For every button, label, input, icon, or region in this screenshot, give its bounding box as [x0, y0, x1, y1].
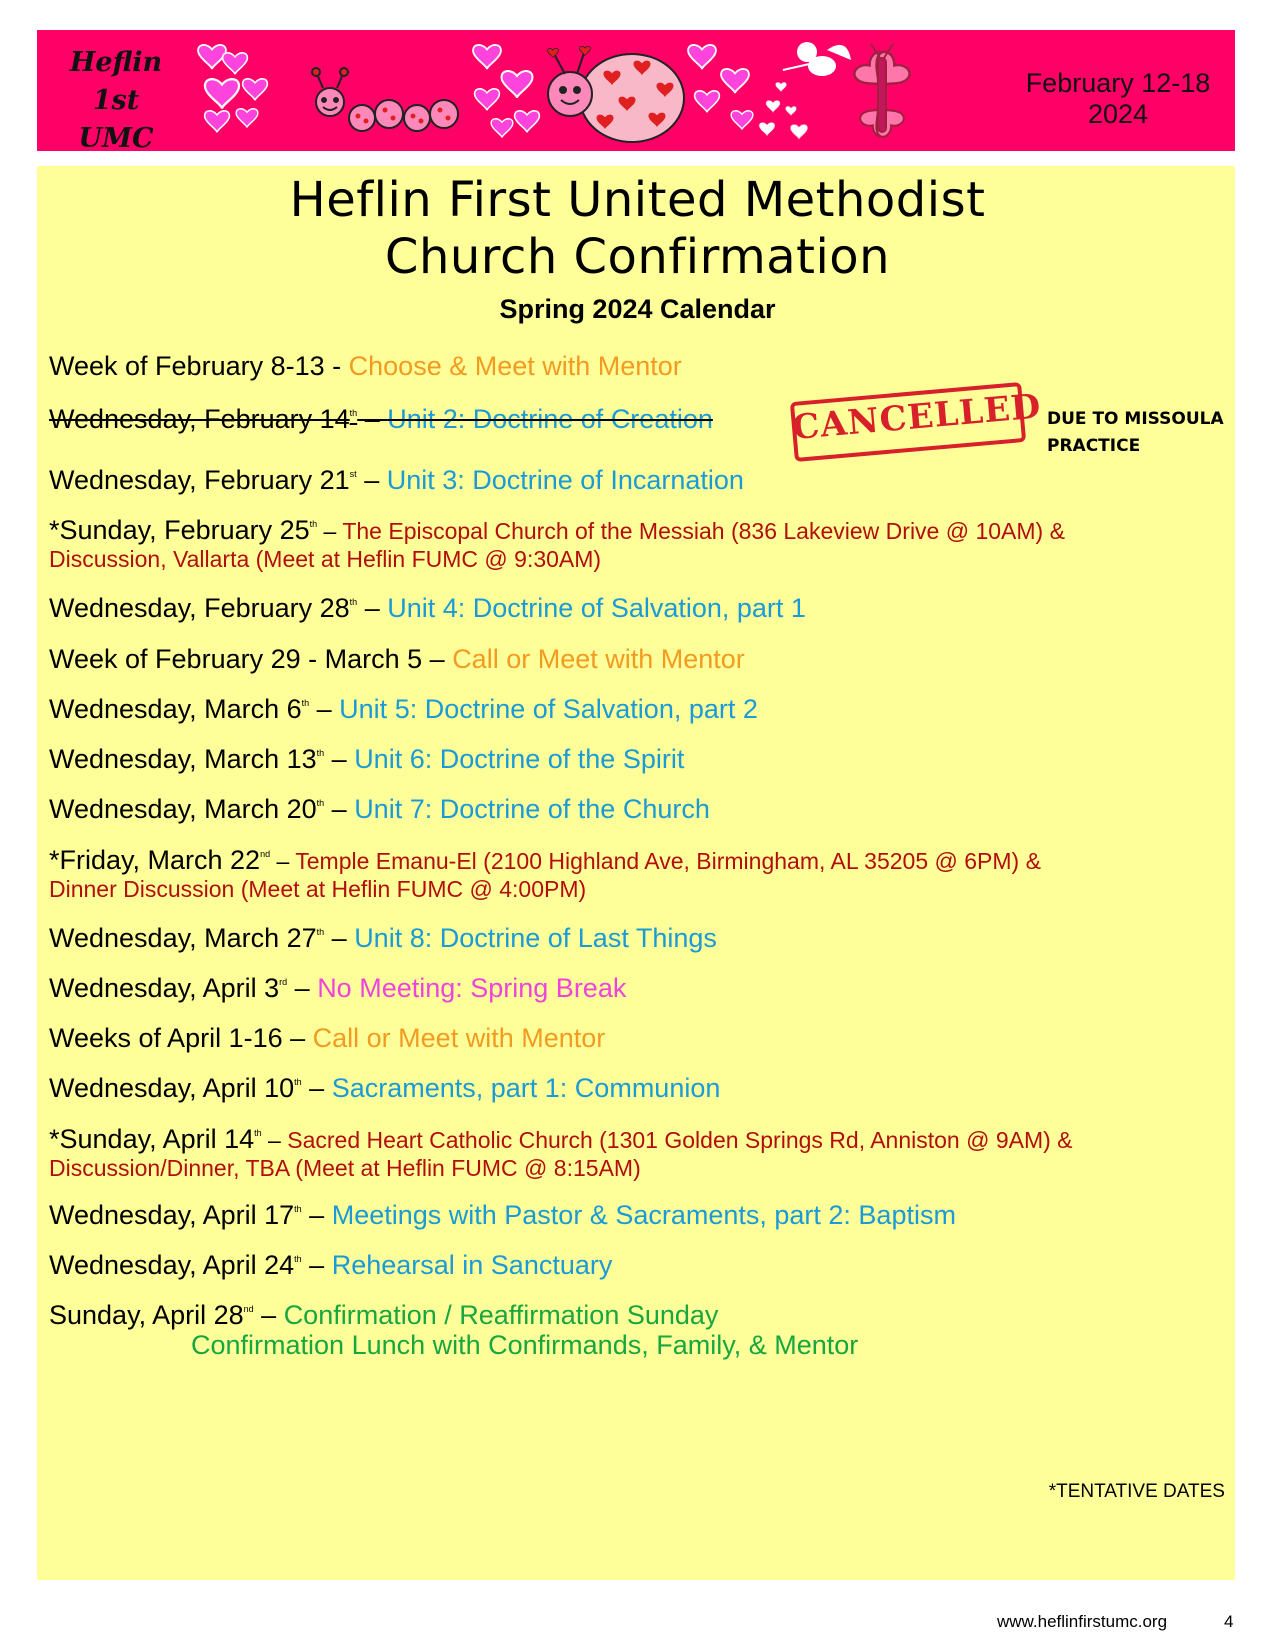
- schedule-item-cancelled: [49, 404, 713, 435]
- schedule-description: Choose & Meet with Mentor: [348, 351, 682, 381]
- date-suffix: th: [316, 748, 325, 758]
- schedule-item: [49, 1200, 956, 1231]
- cancelled-stamp: [790, 386, 1043, 464]
- schedule-description: Unit 8: Doctrine of Last Things: [354, 923, 717, 953]
- schedule-item: [49, 1073, 720, 1104]
- separator: –: [287, 973, 318, 1003]
- schedule-description: The Episcopal Church of the Messiah (836 Lakeview Drive @ 10AM) &: [342, 518, 1065, 544]
- schedule-item: [49, 644, 745, 675]
- schedule-item: [49, 1023, 605, 1054]
- page-number: 4: [1224, 1612, 1234, 1631]
- stamp-text: CANCELLED: [790, 386, 1043, 449]
- schedule-description-line-2: Discussion, Vallarta (Meet at Heflin FUMC @ 9:30AM): [49, 546, 602, 572]
- date-suffix: nd: [260, 849, 271, 859]
- cupid-icon: [783, 42, 851, 76]
- logo-line-1: Heflin: [69, 47, 163, 78]
- schedule-description: Unit 2: Doctrine of Creation: [387, 404, 713, 434]
- schedule-date: *Friday, March 22: [49, 845, 261, 875]
- schedule-description: Temple Emanu-El (2100 Highland Ave, Birmingham, AL 35205 @ 6PM) &: [295, 848, 1041, 874]
- page-subtitle: Spring 2024 Calendar: [499, 294, 776, 324]
- separator: –: [324, 923, 355, 953]
- schedule-item: [49, 744, 684, 775]
- schedule-description: Sacraments, part 1: Communion: [331, 1073, 721, 1103]
- tentative-note: *TENTATIVE DATES: [1048, 1481, 1225, 1502]
- schedule-description: Call or Meet with Mentor: [312, 1023, 606, 1053]
- schedule-date: Wednesday, March 20: [49, 794, 317, 824]
- schedule-item: [49, 593, 806, 624]
- schedule-item: [49, 515, 1065, 546]
- schedule-item: [49, 1124, 1073, 1155]
- title-line-2: Church Confirmation: [384, 229, 891, 285]
- separator: –: [324, 794, 355, 824]
- date-suffix: th: [294, 1077, 302, 1087]
- small-hearts-icon: [759, 82, 807, 139]
- schedule-date: Wednesday, February 14: [49, 404, 350, 434]
- schedule-date: Weeks of April 1-16: [49, 1023, 283, 1053]
- schedule-description: Meetings with Pastor & Sacraments, part 2: Baptism: [331, 1200, 956, 1230]
- schedule-date: Wednesday, April 17: [49, 1200, 295, 1230]
- schedule-description: Rehearsal in Sanctuary: [331, 1250, 613, 1280]
- date-suffix: rd: [279, 977, 288, 987]
- schedule-description-line-2: Discussion/Dinner, TBA (Meet at Heflin FUMC @ 8:15AM): [49, 1155, 641, 1181]
- schedule-date: Wednesday, April 3: [49, 973, 280, 1003]
- schedule-date: Wednesday, March 6: [49, 694, 302, 724]
- schedule-description: Unit 4: Doctrine of Salvation, part 1: [387, 593, 806, 623]
- date-suffix: th: [294, 1204, 302, 1214]
- separator: –: [309, 694, 340, 724]
- schedule-date: Week of February 29 - March 5: [49, 644, 423, 674]
- cancel-reason-line-1: DUE TO MISSOULA: [1047, 409, 1224, 429]
- ladybug-icon: [548, 46, 684, 142]
- schedule-item: [49, 465, 744, 496]
- caterpillar-icon: [312, 68, 458, 131]
- date-suffix: th: [309, 519, 318, 529]
- schedule-description: Sacred Heart Catholic Church (1301 Golden Springs Rd, Anniston @ 9AM) &: [287, 1127, 1073, 1153]
- separator: –: [301, 1200, 332, 1230]
- footer-website[interactable]: www.heflinfirstumc.org: [997, 1612, 1168, 1631]
- schedule-item: [49, 923, 717, 954]
- schedule-description-line-2: Dinner Discussion (Meet at Heflin FUMC @ 4:00PM): [49, 876, 587, 902]
- schedule-description: Confirmation / Reaffirmation Sunday: [283, 1300, 719, 1330]
- cancel-reason-line-2: PRACTICE: [1047, 436, 1141, 456]
- church-logo: [51, 44, 181, 151]
- date-suffix: st: [349, 469, 357, 479]
- separator: –: [356, 465, 387, 495]
- schedule-description: Unit 5: Doctrine of Salvation, part 2: [339, 694, 758, 724]
- date-suffix: th: [301, 698, 310, 708]
- schedule-description: Unit 3: Doctrine of Incarnation: [386, 465, 744, 495]
- schedule-item: [49, 973, 626, 1004]
- schedule-description: Call or Meet with Mentor: [452, 644, 745, 674]
- schedule-date: Sunday, April 28: [49, 1300, 244, 1330]
- schedule-item: [49, 845, 1041, 876]
- week-dates: [1013, 68, 1223, 130]
- schedule-description: Unit 6: Doctrine of the Spirit: [354, 744, 685, 774]
- butterfly-icon: [852, 44, 913, 139]
- schedule-date: Week of February 8-13: [49, 351, 325, 381]
- separator: -: [324, 351, 349, 381]
- week-year: 2024: [1087, 99, 1149, 129]
- date-suffix: th: [349, 408, 358, 418]
- separator: –: [253, 1300, 284, 1330]
- schedule-description: Unit 7: Doctrine of the Church: [354, 794, 710, 824]
- schedule-date: *Sunday, February 25: [49, 515, 310, 545]
- schedule-item: [49, 1300, 718, 1331]
- schedule-description: No Meeting: Spring Break: [317, 973, 627, 1003]
- header-banner: [37, 30, 1235, 151]
- schedule-date: Wednesday, April 24: [49, 1250, 295, 1280]
- separator: –: [422, 644, 453, 674]
- schedule-date: Wednesday, February 21: [49, 465, 350, 495]
- schedule-item: [49, 694, 758, 725]
- title-line-1: Heflin First United Methodist: [289, 172, 986, 228]
- date-suffix: nd: [243, 1304, 254, 1314]
- date-suffix: th: [294, 1254, 302, 1264]
- cancel-reason: [1047, 406, 1224, 460]
- schedule-item: [49, 1250, 612, 1281]
- logo-line-2: 1st UMC: [78, 85, 154, 151]
- page-title: [0, 172, 1275, 286]
- separator: –: [301, 1073, 332, 1103]
- hearts-icon: [198, 45, 267, 132]
- schedule-date: Wednesday, February 28: [49, 593, 350, 623]
- date-suffix: th: [254, 1128, 262, 1138]
- date-suffix: th: [316, 798, 325, 808]
- separator: –: [282, 1023, 313, 1053]
- separator: –: [357, 404, 388, 434]
- hearts-icon: [688, 45, 753, 130]
- separator: –: [301, 1250, 332, 1280]
- separator: –: [270, 848, 296, 874]
- schedule-date: *Sunday, April 14: [49, 1124, 255, 1154]
- schedule-description-line-2: Confirmation Lunch with Confirmands, Family, & Mentor: [191, 1330, 859, 1360]
- hearts-icon: [473, 45, 539, 138]
- schedule-date: Wednesday, April 10: [49, 1073, 295, 1103]
- week-range: February 12-18: [1025, 68, 1211, 98]
- valentine-clipart: [187, 30, 977, 151]
- date-suffix: th: [316, 927, 325, 937]
- schedule-date: Wednesday, March 27: [49, 923, 317, 953]
- schedule-item: [49, 794, 710, 825]
- separator: –: [324, 744, 355, 774]
- separator: –: [357, 593, 388, 623]
- date-suffix: th: [349, 597, 358, 607]
- separator: –: [317, 518, 343, 544]
- separator: –: [261, 1127, 288, 1153]
- schedule-item: [49, 351, 682, 382]
- schedule-date: Wednesday, March 13: [49, 744, 317, 774]
